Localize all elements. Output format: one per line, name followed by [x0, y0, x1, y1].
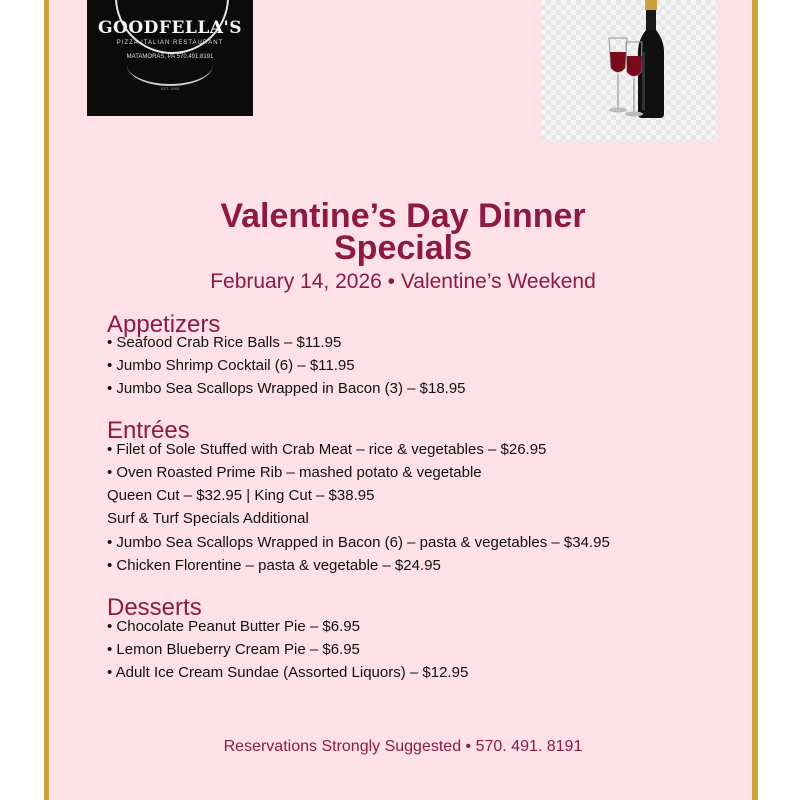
entree-item: • Chicken Florentine – pasta & vegetable – $24.95 [107, 557, 441, 574]
page-title [48, 197, 758, 267]
appetizer-item: • Jumbo Sea Scallops Wrapped in Bacon (3) – $18.95 [107, 380, 466, 397]
logo-tagline: EST. 1993 [160, 86, 180, 91]
logo-subtitle: PIZZA ITALIAN RESTAURANT [116, 40, 224, 46]
page-subtitle: February 14, 2026 • Valentine’s Weekend [210, 270, 596, 293]
logo-arc [127, 44, 213, 86]
entrees-heading: Entrées [107, 417, 190, 444]
entree-item: • Oven Roasted Prime Rib – mashed potato & vegetable [107, 464, 482, 481]
dessert-item: • Adult Ice Cream Sundae (Assorted Liquors) – $12.95 [107, 664, 469, 681]
logo-address: MATAMORAS, PA 570.491.8191 [126, 54, 214, 60]
gold-border-right [752, 0, 758, 800]
entree-item: Surf & Turf Specials Additional [107, 510, 309, 527]
entree-item: • Filet of Sole Stuffed with Crab Meat – rice & vegetables – $26.95 [107, 441, 547, 458]
title-line-1: Valentine’s Day Dinner [220, 197, 586, 235]
appetizer-item: • Seafood Crab Rice Balls – $11.95 [107, 334, 342, 351]
entree-item: • Jumbo Sea Scallops Wrapped in Bacon (6) – pasta & vegetables – $34.95 [107, 534, 610, 551]
title-line-2: Specials [334, 229, 472, 267]
logo-name: GOODFELLA'S [98, 18, 242, 38]
entree-item: Queen Cut – $32.95 | King Cut – $38.95 [107, 487, 375, 504]
desserts-heading: Desserts [107, 594, 202, 621]
appetizers-heading: Appetizers [107, 311, 221, 338]
reservations-footer: Reservations Strongly Suggested • 570. 491. 8191 [223, 738, 583, 755]
dessert-item: • Chocolate Peanut Butter Pie – $6.95 [107, 618, 360, 635]
gold-border-left [44, 0, 49, 800]
dessert-item: • Lemon Blueberry Cream Pie – $6.95 [107, 641, 360, 658]
wine-bottle-glasses-icon [541, 0, 717, 141]
appetizer-item: • Jumbo Shrimp Cocktail (6) – $11.95 [107, 357, 355, 374]
wine-image [541, 0, 717, 141]
restaurant-logo [87, 0, 253, 116]
